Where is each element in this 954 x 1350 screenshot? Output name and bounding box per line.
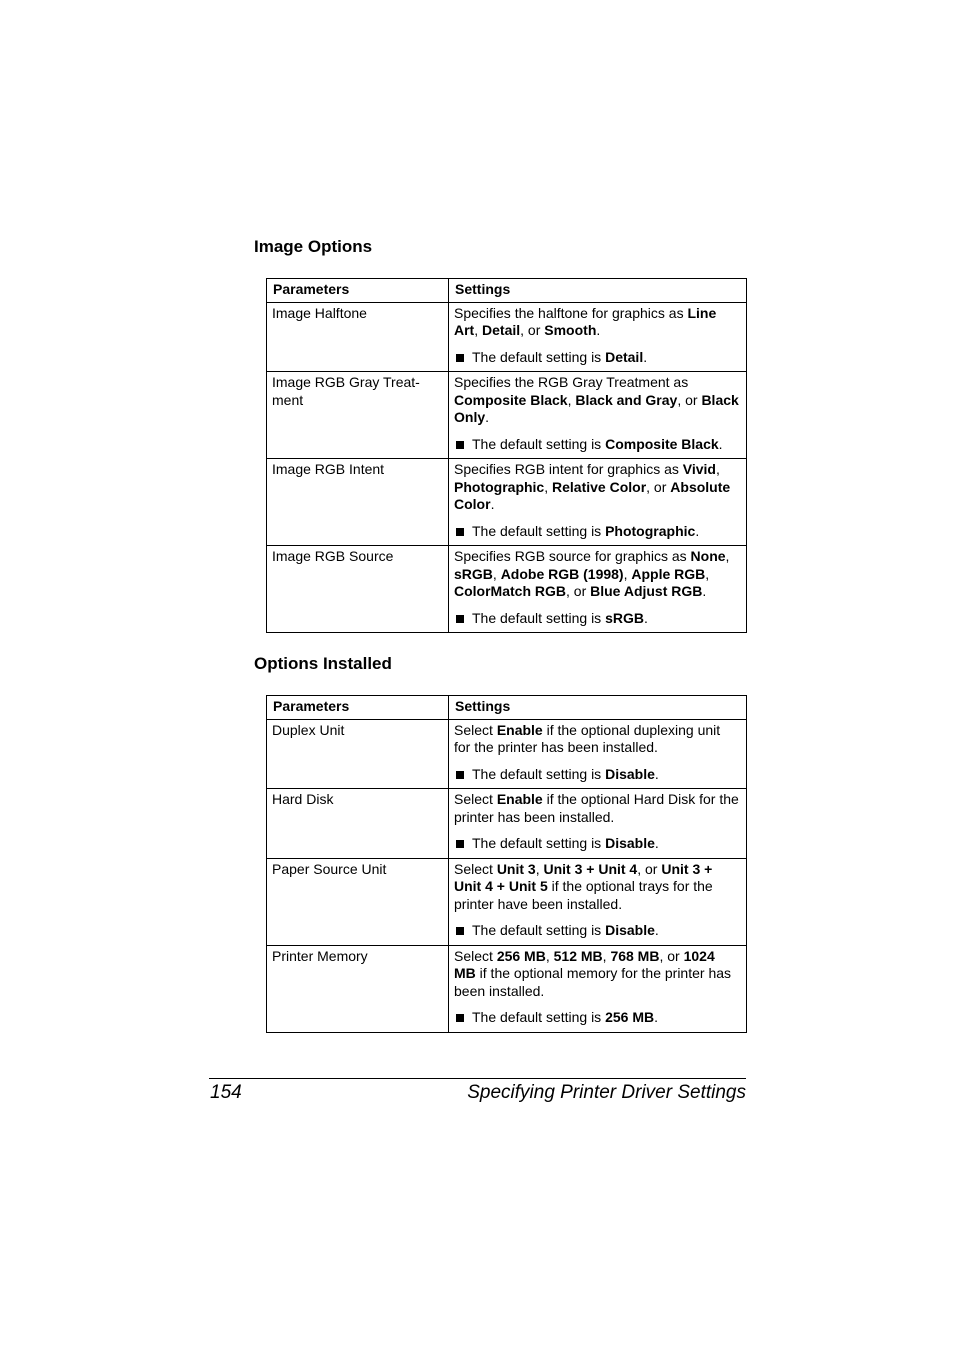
section-title-image-options: Image Options: [254, 237, 373, 256]
settings-cell: [449, 302, 747, 372]
default-value: sRGB: [605, 609, 644, 626]
default-value: 256 MB: [605, 1009, 655, 1025]
default-setting: The default setting is Detail.: [454, 349, 740, 367]
settings-cell: [449, 719, 747, 789]
square-bullet-icon: [456, 615, 464, 623]
table-row: [267, 372, 747, 459]
settings-cell: [449, 546, 747, 633]
table-row: [267, 789, 747, 859]
settings-cell: [449, 789, 747, 859]
table-row: [267, 459, 747, 546]
footer-divider: [209, 1078, 746, 1079]
default-setting: The default setting is Disable.: [454, 766, 740, 784]
parameter-name: Duplex Unit: [267, 719, 449, 789]
column-header-parameters: Parameters: [267, 696, 449, 720]
settings-cell: [449, 945, 747, 1032]
column-header-parameters: Parameters: [267, 279, 449, 303]
parameter-name: Hard Disk: [267, 789, 449, 859]
page-number: 154: [210, 1082, 242, 1103]
parameter-name: Printer Memory: [267, 945, 449, 1032]
setting-description: Select Enable if the optional duplexing unit for the printer has been installed.: [454, 721, 721, 755]
default-value: Disable: [605, 835, 655, 851]
setting-description: Specifies RGB intent for graphics as Vivid, Photographic, Relative Color, or Absolute Color.: [454, 461, 731, 512]
column-header-settings: Settings: [449, 279, 747, 303]
table-header-row: [267, 696, 747, 720]
section-title-options-installed: Options Installed: [254, 654, 392, 673]
square-bullet-icon: [456, 1014, 464, 1022]
default-setting: The default setting is Disable.: [454, 835, 740, 853]
table-row: [267, 719, 747, 789]
setting-description: Specifies the halftone for graphics as Line Art, Detail, or Smooth.: [454, 304, 717, 338]
setting-description: Specifies RGB source for graphics as None, sRGB, Adobe RGB (1998), Apple RGB, ColorMatch RGB, or Blue Adjust RGB.: [454, 548, 730, 599]
square-bullet-icon: [456, 927, 464, 935]
parameter-name: Image Halftone: [267, 302, 449, 372]
parameter-name: Paper Source Unit: [267, 858, 449, 945]
square-bullet-icon: [456, 840, 464, 848]
table-row: [267, 945, 747, 1032]
square-bullet-icon: [456, 771, 464, 779]
setting-description: Specifies the RGB Gray Treatment as Composite Black, Black and Gray, or Black Only.: [454, 374, 739, 425]
column-header-settings: Settings: [449, 696, 747, 720]
setting-description: Select Unit 3, Unit 3 + Unit 4, or Unit 3 + Unit 4 + Unit 5 if the optional trays for the printer have been installed.: [454, 860, 713, 912]
parameter-name: Image RGB Intent: [267, 459, 449, 546]
default-value: Photographic: [605, 522, 696, 539]
default-setting: The default setting is sRGB.: [454, 610, 740, 628]
square-bullet-icon: [456, 441, 464, 449]
default-setting: The default setting is 256 MB.: [454, 1009, 740, 1027]
default-setting: The default setting is Composite Black.: [454, 436, 740, 454]
default-setting: The default setting is Disable.: [454, 922, 740, 940]
default-value: Disable: [605, 765, 655, 782]
default-value: Detail: [605, 348, 644, 365]
default-value: Disable: [605, 922, 655, 938]
setting-description: Select 256 MB, 512 MB, 768 MB, or 1024 MB if the optional memory for the printer has been installed.: [454, 947, 732, 999]
square-bullet-icon: [456, 528, 464, 536]
parameter-name: Image RGB Gray Treat-ment: [267, 372, 449, 459]
table-row: [267, 858, 747, 945]
default-setting: The default setting is Photographic.: [454, 523, 740, 541]
parameter-name: Image RGB Source: [267, 546, 449, 633]
settings-cell: [449, 459, 747, 546]
settings-cell: [449, 858, 747, 945]
square-bullet-icon: [456, 354, 464, 362]
table-row: [267, 546, 747, 633]
setting-description: Select Enable if the optional Hard Disk for the printer has been installed.: [454, 791, 739, 825]
settings-cell: [449, 372, 747, 459]
default-value: Composite Black: [605, 435, 719, 452]
table-header-row: [267, 279, 747, 303]
image-options-table: [266, 278, 747, 633]
chapter-title: Specifying Printer Driver Settings: [467, 1082, 746, 1103]
options-installed-table: [266, 695, 747, 1033]
table-row: [267, 302, 747, 372]
